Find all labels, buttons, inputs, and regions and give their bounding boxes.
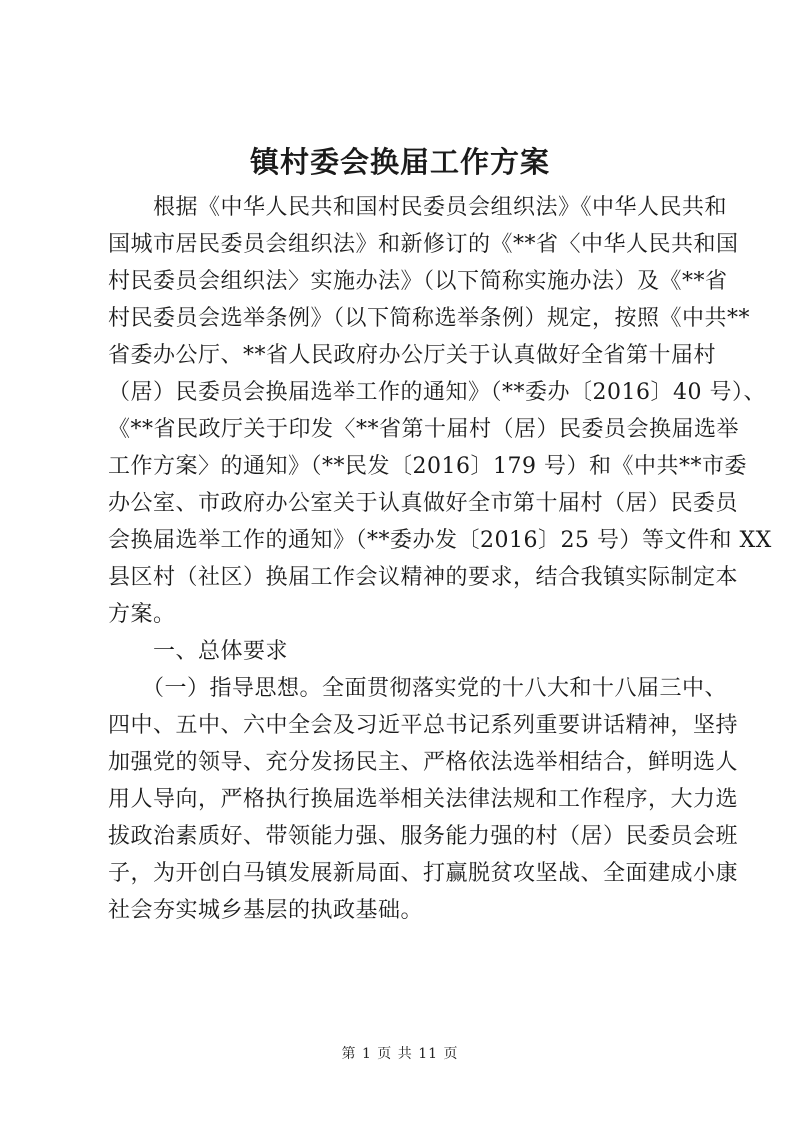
- paragraph-line: 四中、五中、六中全会及习近平总书记系列重要讲话精神，坚持: [108, 713, 739, 738]
- paragraph-line: 根据《中华人民共和国村民委员会组织法》《中华人民共和: [108, 195, 728, 220]
- paragraph-line: 会换届选举工作的通知》（**委办发〔2016〕25 号）等文件和 XX: [108, 528, 772, 553]
- paragraph-line: 子，为开创白马镇发展新局面、打赢脱贫攻坚战、全面建成小康: [108, 861, 739, 886]
- paragraph-line: 国城市居民委员会组织法》和新修订的《**省〈中华人民共和国: [108, 232, 739, 257]
- document-title: 镇村委会换届工作方案: [249, 145, 550, 179]
- paragraph-line: 用人导向，严格执行换届选举相关法律法规和工作程序，大力选: [108, 787, 739, 812]
- page-footer: 第 1 页 共 11 页: [341, 1046, 459, 1062]
- paragraph-line: （一）指导思想。全面贯彻落实党的十八大和十八届三中、: [108, 676, 728, 701]
- paragraph-line: 方案。: [108, 602, 176, 627]
- paragraph-line: 村民委员会组织法〉实施办法》（以下简称实施办法）及《**省: [108, 269, 728, 294]
- paragraph-line: 村民委员会选举条例》（以下简称选举条例）规定，按照《中共**: [108, 306, 751, 331]
- paragraph-line: 社会夯实城乡基层的执政基础。: [108, 898, 424, 923]
- paragraph-line: 拔政治素质好、带领能力强、服务能力强的村（居）民委员会班: [108, 824, 739, 849]
- paragraph-line: 工作方案〉的通知》（**民发〔2016〕179 号）和《中共**市委: [108, 454, 747, 479]
- paragraph-line: （居）民委员会换届选举工作的通知》（**委办〔2016〕40 号）、: [108, 380, 766, 405]
- paragraph-line: 《**省民政厅关于印发〈**省第十届村（居）民委员会换届选举: [108, 417, 740, 442]
- paragraph-line: 加强党的领导、充分发扬民主、严格依法选举相结合，鲜明选人: [108, 750, 739, 775]
- paragraph-line: 办公室、市政府办公室关于认真做好全市第十届村（居）民委员: [108, 491, 739, 516]
- paragraph-1: [108, 189, 772, 929]
- paragraph-line: 县区村（社区）换届工作会议精神的要求，结合我镇实际制定本: [108, 565, 739, 590]
- paragraph-line: 省委办公厅、**省人民政府办公厅关于认真做好全省第十届村: [108, 343, 717, 368]
- section-heading: 一、总体要求: [108, 639, 289, 664]
